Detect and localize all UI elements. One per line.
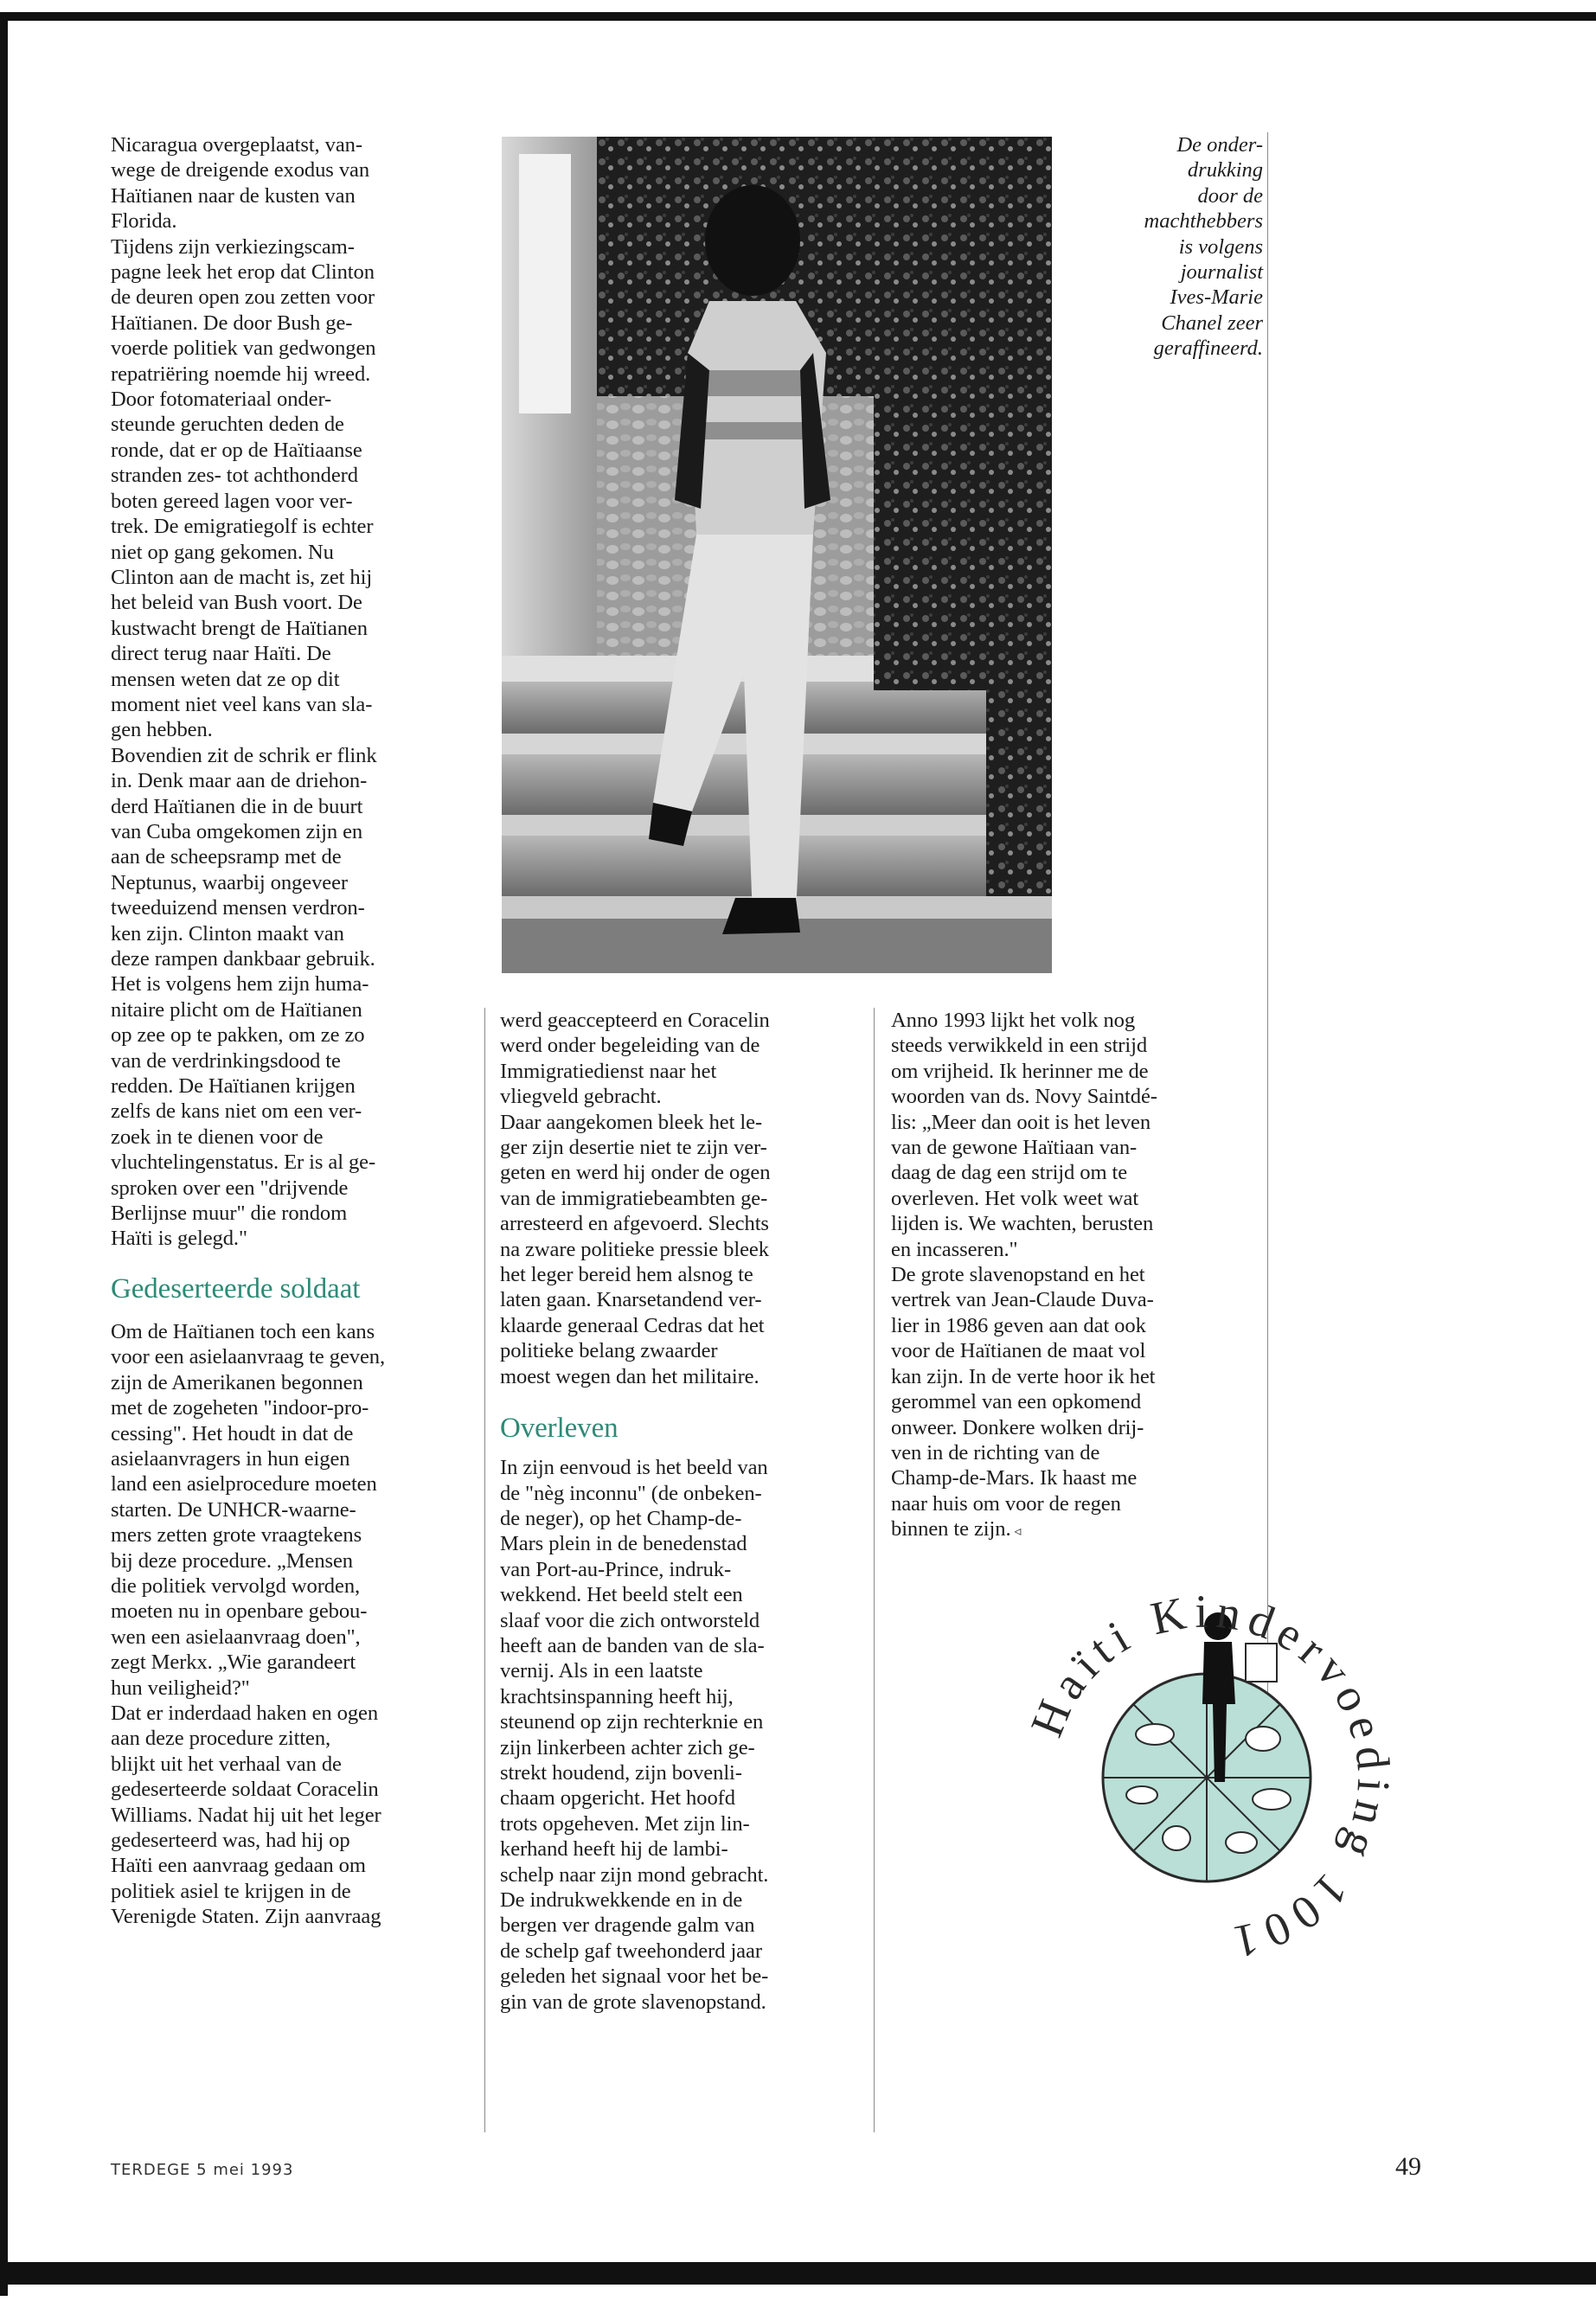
text-line: repatriëring noemde hij wreed. bbox=[111, 362, 371, 386]
text-line: krachtsinspanning heeft hij, bbox=[500, 1684, 734, 1708]
text-line: onweer. Donkere wolken drij- bbox=[891, 1415, 1144, 1439]
text-line: Florida. bbox=[111, 209, 177, 234]
section-heading-overleven: Overleven bbox=[500, 1413, 619, 1445]
text-line: zegt Merkx. „Wie garandeert bbox=[111, 1650, 356, 1675]
text-line: direct terug naar Haïti. De bbox=[111, 642, 331, 666]
column-rule-2 bbox=[874, 1008, 875, 2132]
text-line: binnen te zijn. ◃ bbox=[891, 1517, 1022, 1541]
text-line: aan deze procedure zitten, bbox=[111, 1727, 331, 1751]
text-line: In zijn eenvoud is het beeld van bbox=[500, 1456, 768, 1480]
col2-text-a bbox=[500, 1008, 846, 1389]
text-line: die politiek vervolgd worden, bbox=[111, 1574, 361, 1598]
article-column-3 bbox=[891, 1008, 1237, 1545]
text-line: ger zijn desertie niet te zijn ver- bbox=[500, 1136, 767, 1160]
text-line: cessing". Het houdt in dat de bbox=[111, 1421, 354, 1445]
text-line: Neptunus, waarbij ongeveer bbox=[111, 870, 348, 894]
text-line: aan de scheepsramp met de bbox=[111, 845, 342, 869]
text-line: gerommel van een opkomend bbox=[891, 1390, 1142, 1414]
text-line: van de immigratiebeambten ge- bbox=[500, 1186, 768, 1210]
col2-text-b bbox=[500, 1455, 846, 2015]
text-line: wege de dreigende exodus van bbox=[111, 158, 370, 183]
text-line: boten gereed lagen voor ver- bbox=[111, 489, 353, 513]
text-line: Clinton aan de macht is, zet hij bbox=[111, 565, 373, 589]
text-line: overleven. Het volk weet wat bbox=[891, 1186, 1139, 1210]
text-line: kustwacht brengt de Haïtianen bbox=[111, 616, 368, 640]
text-line: De indrukwekkende en in de bbox=[500, 1888, 743, 1912]
text-line: vluchtelingenstatus. Er is al ge- bbox=[111, 1150, 376, 1175]
text-line: wen een asielaanvraag doen", bbox=[111, 1625, 361, 1649]
text-line: moment niet veel kans van sla- bbox=[111, 692, 373, 716]
text-line: De grote slavenopstand en het bbox=[891, 1263, 1145, 1287]
caption-line: is volgens bbox=[1178, 234, 1263, 259]
text-line: voor de Haïtianen de maat vol bbox=[891, 1339, 1146, 1363]
haiti-kindervoeding-logo bbox=[1003, 1574, 1410, 1981]
caption-line: geraffineerd. bbox=[1153, 336, 1263, 361]
text-line: mensen weten dat ze op dit bbox=[111, 667, 340, 691]
text-line: Mars plein in de benedenstad bbox=[500, 1532, 747, 1556]
caption-line: journalist bbox=[1180, 260, 1263, 285]
text-line: trek. De emigratiegolf is echter bbox=[111, 515, 374, 539]
text-line: Williams. Nadat hij uit het leger bbox=[111, 1803, 381, 1827]
caption-line: Chanel zeer bbox=[1161, 311, 1263, 335]
text-line: strekt houdend, zijn bovenli- bbox=[500, 1760, 742, 1785]
text-line: Door fotomateriaal onder- bbox=[111, 388, 332, 412]
text-line: werd onder begeleiding van de bbox=[500, 1034, 760, 1058]
text-line: zelfs de kans niet om een ver- bbox=[111, 1099, 362, 1124]
text-line: bergen ver dragende galm van bbox=[500, 1913, 755, 1938]
text-line: kerhand heeft hij de lambi- bbox=[500, 1837, 728, 1862]
logo-arc-text: Haïti Kindervoeding 1001 bbox=[1020, 1585, 1401, 1971]
caption-line: De onder- bbox=[1176, 133, 1263, 157]
text-line: de "nèg inconnu" (de onbeken- bbox=[500, 1481, 762, 1505]
text-line: klaarde generaal Cedras dat het bbox=[500, 1313, 765, 1337]
caption-line: door de bbox=[1197, 183, 1263, 208]
text-line: trots opgeheven. Met zijn lin- bbox=[500, 1811, 750, 1836]
text-line: Haïti een aanvraag gedaan om bbox=[111, 1854, 366, 1878]
text-line: van de verdrinkingsdood te bbox=[111, 1048, 341, 1073]
text-line: in. Denk maar aan de driehon- bbox=[111, 769, 368, 793]
text-line: gedeserteerde soldaat Coracelin bbox=[111, 1778, 379, 1802]
text-line: Haïtianen naar de kusten van bbox=[111, 183, 356, 208]
text-line: moeten nu in openbare gebou- bbox=[111, 1599, 368, 1624]
text-line: zoek in te dienen voor de bbox=[111, 1125, 324, 1149]
text-line: gen hebben. bbox=[111, 718, 213, 742]
text-line: starten. De UNHCR-waarne- bbox=[111, 1497, 356, 1522]
text-line: Bovendien zit de schrik er flink bbox=[111, 743, 377, 767]
text-line: Anno 1993 lijkt het volk nog bbox=[891, 1009, 1136, 1032]
text-line: ken zijn. Clinton maakt van bbox=[111, 921, 344, 945]
text-line: van Cuba omgekomen zijn en bbox=[111, 819, 363, 843]
text-line: vertrek van Jean-Claude Duva- bbox=[891, 1288, 1154, 1312]
text-line: lis: „Meer dan ooit is het leven bbox=[891, 1110, 1151, 1134]
text-line: geleden het signaal voor het be- bbox=[500, 1965, 769, 1989]
text-line: het leger bereid hem alsnog te bbox=[500, 1263, 753, 1287]
text-line: steunend op zijn rechterknie en bbox=[500, 1710, 764, 1734]
text-line: na zware politieke pressie bleek bbox=[500, 1237, 769, 1261]
text-line: lijden is. We wachten, berusten bbox=[891, 1212, 1154, 1236]
text-line: op zee op te pakken, om ze zo bbox=[111, 1023, 365, 1048]
text-line: Berlijnse muur" die rondom bbox=[111, 1202, 348, 1226]
text-line: schelp naar zijn mond gebracht. bbox=[500, 1862, 769, 1887]
text-line: Haïtianen. De door Bush ge- bbox=[111, 311, 353, 335]
text-line: woorden van ds. Novy Saintdé- bbox=[891, 1085, 1157, 1109]
text-line: slaaf voor die zich ontworsteld bbox=[500, 1608, 760, 1632]
text-line: de deuren open zou zetten voor bbox=[111, 285, 375, 310]
text-line: Tijdens zijn verkiezingscam- bbox=[111, 234, 355, 259]
column-rule-1 bbox=[484, 1008, 485, 2132]
text-line: mers zetten grote vraagtekens bbox=[111, 1523, 362, 1548]
photo-caption bbox=[1060, 132, 1263, 362]
text-line: wekkend. Het beeld stelt een bbox=[500, 1583, 743, 1607]
section-heading-soldaat: Gedeserteerde soldaat bbox=[111, 1272, 361, 1304]
caption-line: drukking bbox=[1187, 158, 1263, 183]
text-line: en incasseren." bbox=[891, 1237, 1018, 1261]
caption-line: machthebbers bbox=[1144, 209, 1263, 234]
text-line: politieke belang zwaarder bbox=[500, 1339, 718, 1363]
text-line: gedeserteerd was, had hij op bbox=[111, 1829, 350, 1852]
text-line: asielaanvragers in hun eigen bbox=[111, 1446, 350, 1471]
text-line: lier in 1986 geven aan dat ook bbox=[891, 1313, 1146, 1337]
left-border bbox=[0, 12, 8, 2296]
text-line: derd Haïtianen die in de buurt bbox=[111, 794, 363, 818]
col1-text-b bbox=[111, 1319, 474, 1930]
text-line: arresteerd en afgevoerd. Slechts bbox=[500, 1212, 769, 1236]
text-line: moest wegen dan het militaire. bbox=[500, 1364, 760, 1388]
text-line: met de zogeheten "indoor-pro- bbox=[111, 1396, 369, 1420]
text-line: om vrijheid. Ik herinner me de bbox=[891, 1059, 1149, 1083]
text-line: ronde, dat er op de Haïtiaanse bbox=[111, 438, 362, 462]
text-line: het beleid van Bush voort. De bbox=[111, 591, 362, 615]
text-line: heeft aan de banden van de sla- bbox=[500, 1633, 765, 1657]
text-line: Daar aangekomen bleek het le- bbox=[500, 1110, 762, 1134]
text-line: tweeduizend mensen verdron- bbox=[111, 896, 365, 920]
col3-text bbox=[891, 1008, 1237, 1545]
text-line: bij deze procedure. „Mensen bbox=[111, 1548, 353, 1573]
col1-text-a bbox=[111, 132, 474, 1252]
text-line: werd geaccepteerd en Coracelin bbox=[500, 1009, 770, 1032]
text-line: voerde politiek van gedwongen bbox=[111, 336, 376, 361]
text-line: chaam opgericht. Het hoofd bbox=[500, 1786, 735, 1811]
text-line: kan zijn. In de verte hoor ik het bbox=[891, 1364, 1156, 1388]
bottom-border bbox=[0, 2262, 1596, 2285]
text-line: van Port-au-Prince, indruk- bbox=[500, 1557, 732, 1581]
text-line: ven in de richting van de bbox=[891, 1440, 1100, 1465]
caption-rule bbox=[1267, 132, 1268, 1724]
text-line: Haïti is gelegd." bbox=[111, 1227, 247, 1251]
text-line: naar huis om voor de regen bbox=[891, 1491, 1121, 1516]
text-line: nitaire plicht om de Haïtianen bbox=[111, 997, 362, 1022]
text-line: de schelp gaf tweehonderd jaar bbox=[500, 1939, 762, 1963]
text-line: redden. De Haïtianen krijgen bbox=[111, 1074, 356, 1099]
text-line: sproken over een "drijvende bbox=[111, 1176, 349, 1200]
text-line: steeds verwikkeld in een strijd bbox=[891, 1034, 1148, 1058]
text-line: zijn de Amerikanen begonnen bbox=[111, 1370, 363, 1394]
text-line: niet op gang gekomen. Nu bbox=[111, 540, 334, 564]
footer-magazine: TERDEGE 5 mei 1993 bbox=[111, 2161, 294, 2179]
end-of-article-mark: ◃ bbox=[1010, 1524, 1022, 1540]
text-line: pagne leek het erop dat Clinton bbox=[111, 260, 375, 285]
text-line: stranden zes- tot achthonderd bbox=[111, 464, 358, 488]
text-line: Champ-de-Mars. Ik haast me bbox=[891, 1466, 1138, 1490]
text-line: deze rampen dankbaar gebruik. bbox=[111, 947, 375, 971]
text-line: land een asielprocedure moeten bbox=[111, 1472, 377, 1497]
text-line: Nicaragua overgeplaatst, van- bbox=[111, 133, 362, 157]
text-line: vernij. Als in een laatste bbox=[500, 1659, 703, 1683]
article-photo bbox=[502, 137, 1052, 973]
top-border bbox=[0, 12, 1596, 21]
text-line: steunde geruchten deden de bbox=[111, 413, 344, 437]
text-line: blijkt uit het verhaal van de bbox=[111, 1752, 342, 1776]
text-line: van de gewone Haïtiaan van- bbox=[891, 1136, 1138, 1160]
text-line: de neger), op het Champ-de- bbox=[500, 1506, 742, 1530]
text-line: voor een asielaanvraag te geven, bbox=[111, 1345, 386, 1369]
text-line: Dat er inderdaad haken en ogen bbox=[111, 1701, 379, 1725]
text-line: Het is volgens hem zijn huma- bbox=[111, 972, 369, 997]
logo-dividers bbox=[1103, 1674, 1311, 1881]
text-line: Om de Haïtianen toch een kans bbox=[111, 1319, 375, 1343]
text-line: daag de dag een strijd om te bbox=[891, 1161, 1128, 1185]
text-line: geten en werd hij onder de ogen bbox=[500, 1161, 771, 1185]
article-column-2 bbox=[500, 1008, 846, 2015]
article-column-1 bbox=[111, 132, 474, 1930]
text-line: zijn linkerbeen achter zich ge- bbox=[500, 1735, 755, 1759]
text-line: politiek asiel te krijgen in de bbox=[111, 1879, 351, 1903]
text-line: Verenigde Staten. Zijn aanvraag bbox=[111, 1905, 381, 1929]
text-line: vliegveld gebracht. bbox=[500, 1085, 662, 1109]
text-line: laten gaan. Knarsetandend ver- bbox=[500, 1288, 762, 1312]
text-line: Immigratiedienst naar het bbox=[500, 1059, 717, 1083]
text-line: gin van de grote slavenopstand. bbox=[500, 1990, 766, 2014]
caption-line: Ives-Marie bbox=[1170, 285, 1263, 310]
logo-graphic bbox=[1003, 1574, 1410, 1981]
text-line: hun veiligheid?" bbox=[111, 1676, 250, 1700]
page-number: 49 bbox=[1395, 2152, 1421, 2181]
